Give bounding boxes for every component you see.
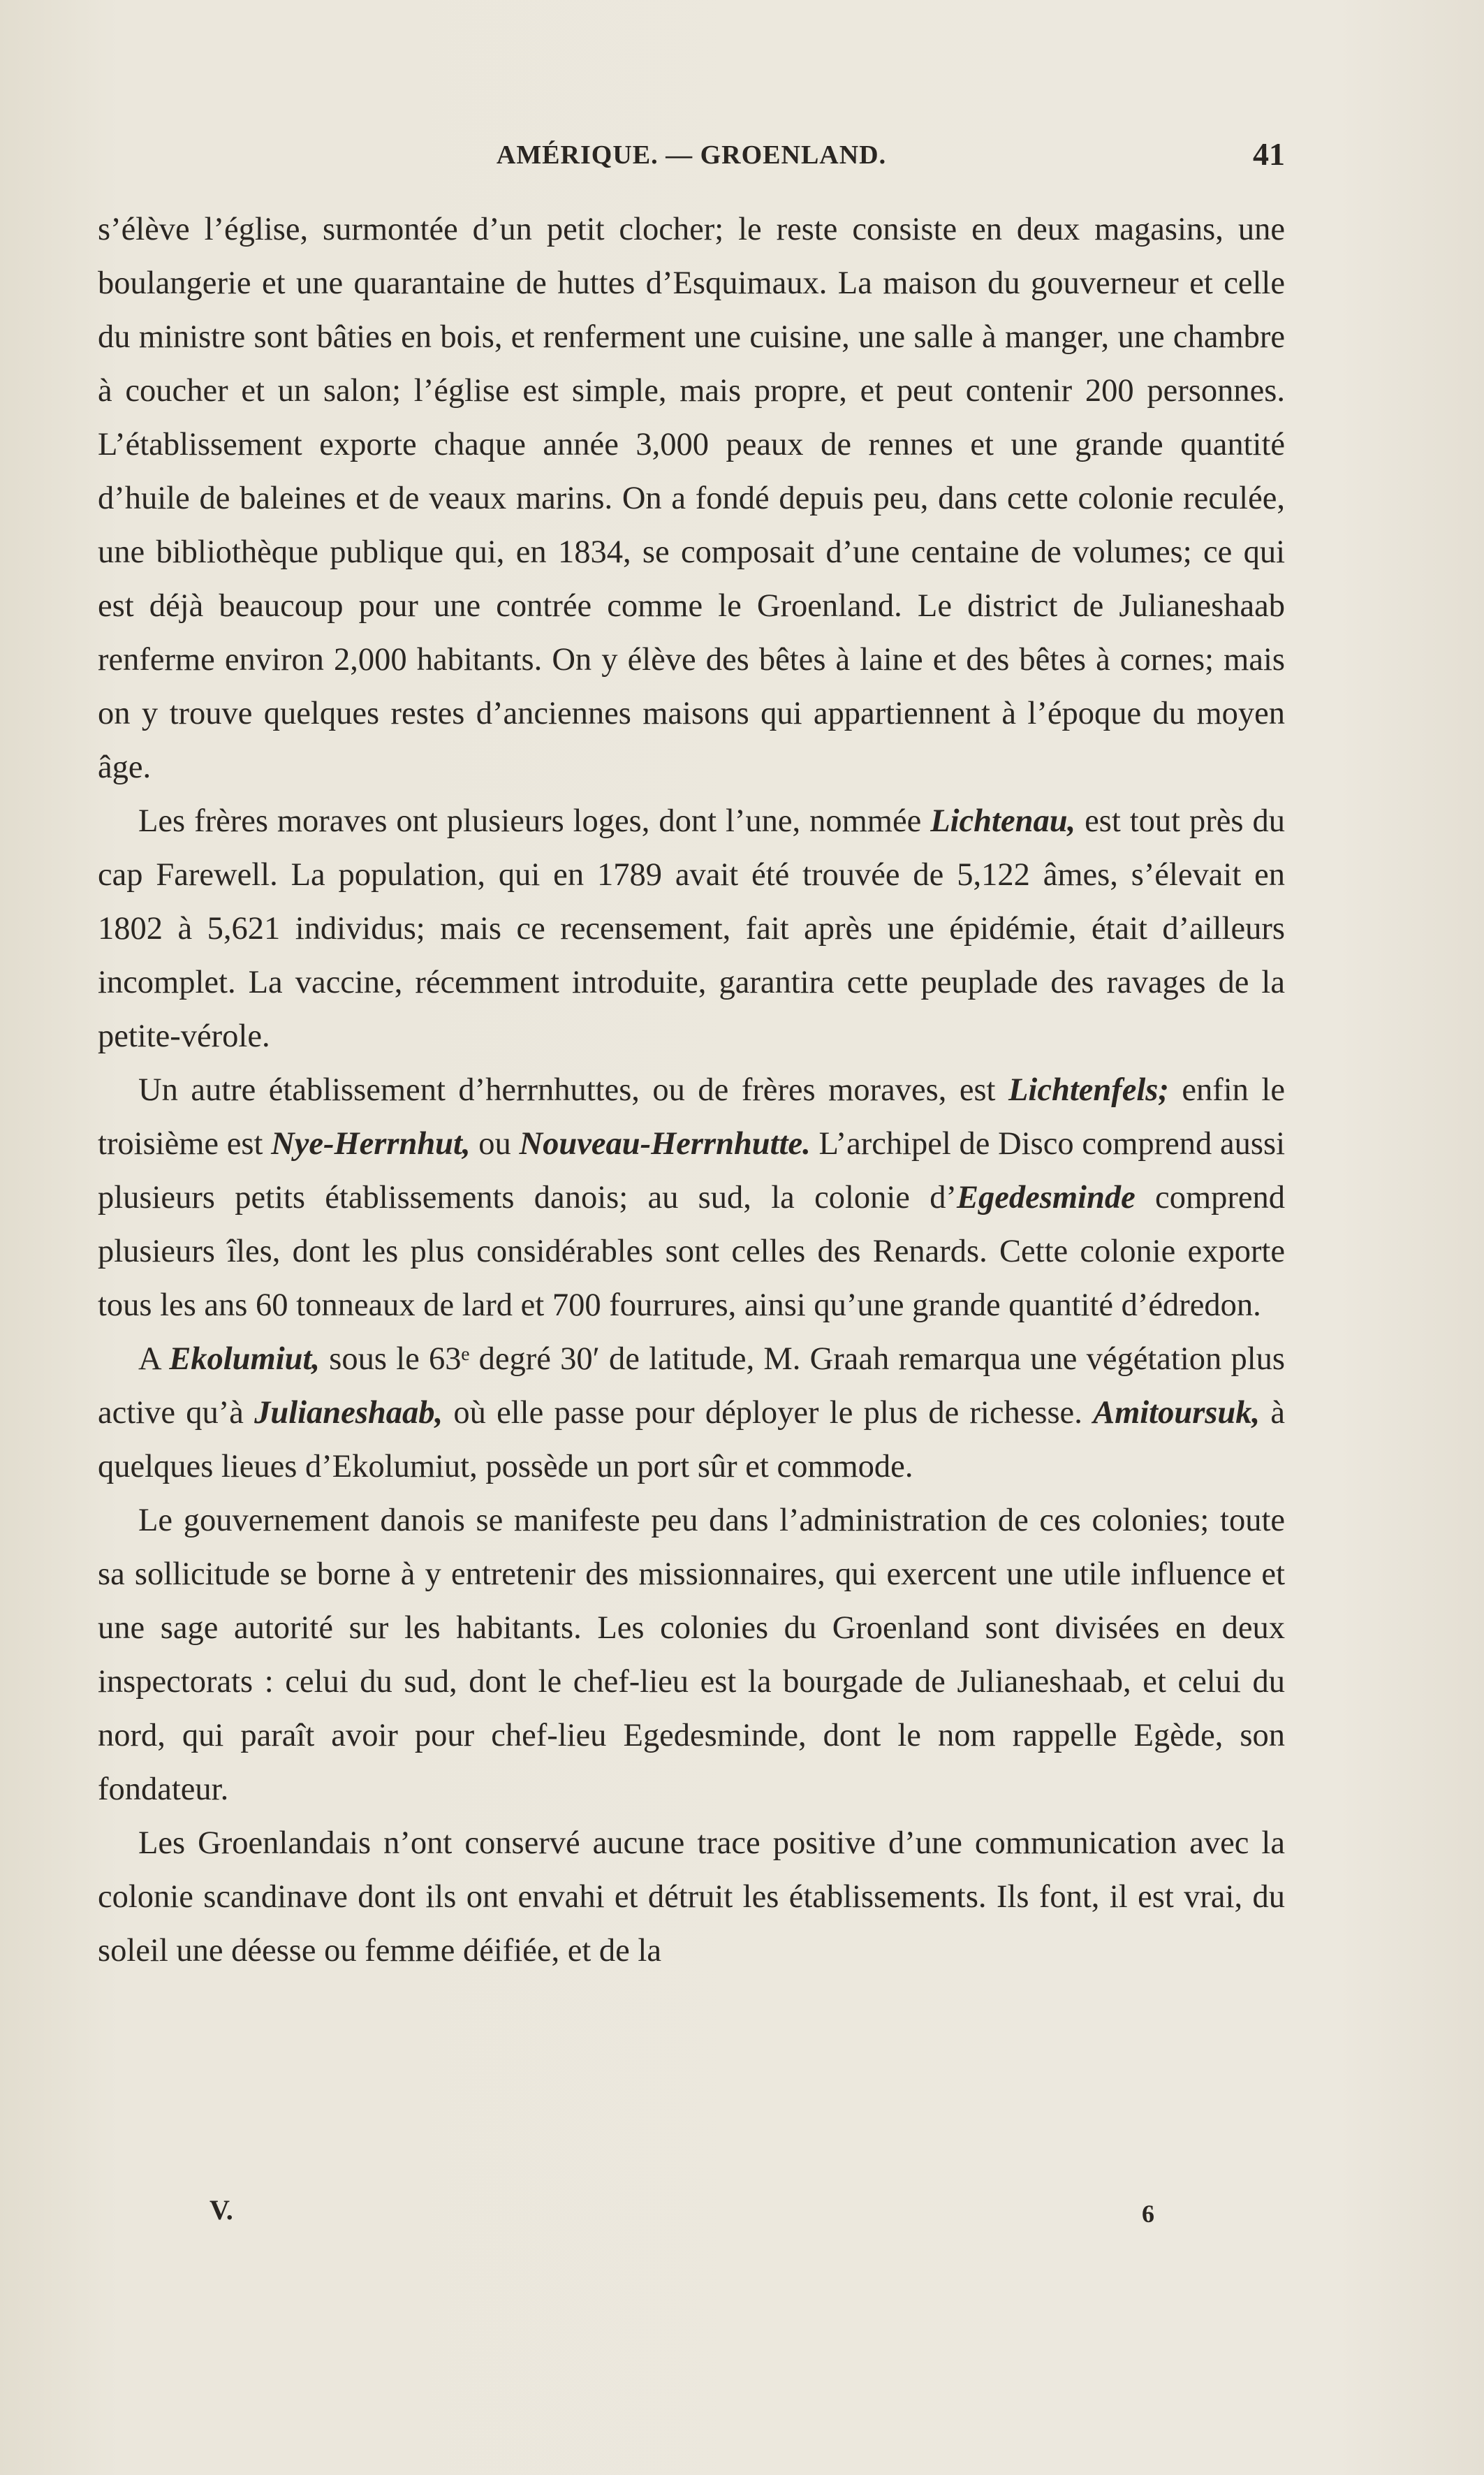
- page-number: 41: [1253, 136, 1285, 172]
- italic-name: Nye-Herrnhut,: [271, 1126, 471, 1162]
- italic-name: Julianeshaab,: [254, 1395, 443, 1431]
- text-run: comprend plusieurs îles, dont les plus considérables sont celles des Renards. Cette colonie exporte tous les ans 60 tonneaux de lard et 700 fourrures, ainsi qu’une grande quantité d’édredon.: [98, 1180, 1285, 1323]
- italic-name: Amitoursuk,: [1093, 1395, 1261, 1431]
- text-run: Un autre établissement d’herrnhuttes, ou de frères moraves, est: [138, 1072, 1008, 1108]
- page-header: [98, 136, 1285, 182]
- text-run: s’élève l’église, surmontée d’un petit clocher; le reste consiste en deux magasins, une boulangerie et une quarantaine de huttes d’Esquimaux. La maison du gouverneur et celle du ministre sont bâties en bois, et renferment une cuisine, une salle à manger, une chambre à coucher et un salon; l’église est simple, mais propre, et peut contenir 200 personnes. L’établissement exporte chaque année 3,000 peaux de rennes et une grande quantité d’huile de baleines et de veaux marins. On a fondé depuis peu, dans cette colonie reculée, une bibliothèque publique qui, en 1834, se composait d’une centaine de volumes; ce qui est déjà beaucoup pour une contrée comme le Groenland. Le district de Julianeshaab renferme environ 2,000 habitants. On y élève des bêtes à laine et des bêtes à cornes; mais on y trouve quelques restes d’anciennes maisons qui appartiennent à l’époque du moyen âge.: [98, 212, 1285, 785]
- page-footer: [98, 2193, 1285, 2235]
- text-run: où elle passe pour déployer le plus de richesse.: [443, 1395, 1094, 1431]
- paragraph: [98, 203, 1285, 794]
- italic-name: Lichtenau,: [930, 803, 1076, 839]
- text-run: L’archipel de Disco comprend aussi plusieurs petits établissements danois; au sud, la colonie d’: [98, 1126, 1285, 1215]
- paragraph: [98, 1494, 1285, 1816]
- italic-name: Ekolumiut,: [169, 1341, 321, 1377]
- volume-mark: V.: [210, 2194, 233, 2226]
- italic-name: Nouveau-Herrnhutte.: [519, 1126, 811, 1162]
- text-run: Les Groenlandais n’ont conservé aucune trace positive d’une communication avec la colonie scandinave dont ils ont envahi et détruit les établissements. Ils font, il est vrai, du soleil une déesse ou femme déifiée, et de la: [98, 1825, 1285, 1969]
- italic-name: Egedesminde: [957, 1180, 1136, 1215]
- text-run: est tout près du cap Farewell. La population, qui en 1789 avait été trouvée de 5,122 âmes, s’élevait en 1802 à 5,621 individus; mais ce recensement, fait après une épidémie, était d’ailleurs incomplet. La vaccine, récemment introduite, garantira cette peuplade des ravages de la petite-vérole.: [98, 803, 1285, 1054]
- paragraph: [98, 794, 1285, 1063]
- text-run: A: [138, 1341, 170, 1377]
- text-run: ou: [470, 1126, 520, 1162]
- text-run: sous le 63ᵉ degré 30′ de latitude, M. Graah remarqua une végétation plus active qu’à: [98, 1341, 1285, 1431]
- text-run: enfin le troisième est: [98, 1072, 1285, 1162]
- text-run: à quelques lieues d’Ekolumiut, possède un port sûr et commode.: [98, 1395, 1285, 1484]
- text-run: Le gouvernement danois se manifeste peu dans l’administration de ces colonies; toute sa sollicitude se borne à y entretenir des missionnaires, qui exercent une utile influence et une sage autorité sur les habitants. Les colonies du Groenland sont divisées en deux inspectorats : celui du sud, dont le chef-lieu est la bourgade de Julianeshaab, et celui du nord, qui paraît avoir pour chef-lieu Egedesminde, dont le nom rappelle Egède, son fondateur.: [98, 1503, 1285, 1807]
- paragraph: [98, 1063, 1285, 1332]
- paragraph: [98, 1332, 1285, 1494]
- running-head: AMÉRIQUE. — GROENLAND.: [496, 140, 887, 170]
- text-run: Les frères moraves ont plusieurs loges, dont l’une, nommée: [138, 803, 931, 839]
- italic-name: Lichtenfels;: [1008, 1072, 1169, 1108]
- body-text: [98, 203, 1285, 1978]
- paragraph: [98, 1816, 1285, 1978]
- signature-mark: 6: [1142, 2200, 1154, 2228]
